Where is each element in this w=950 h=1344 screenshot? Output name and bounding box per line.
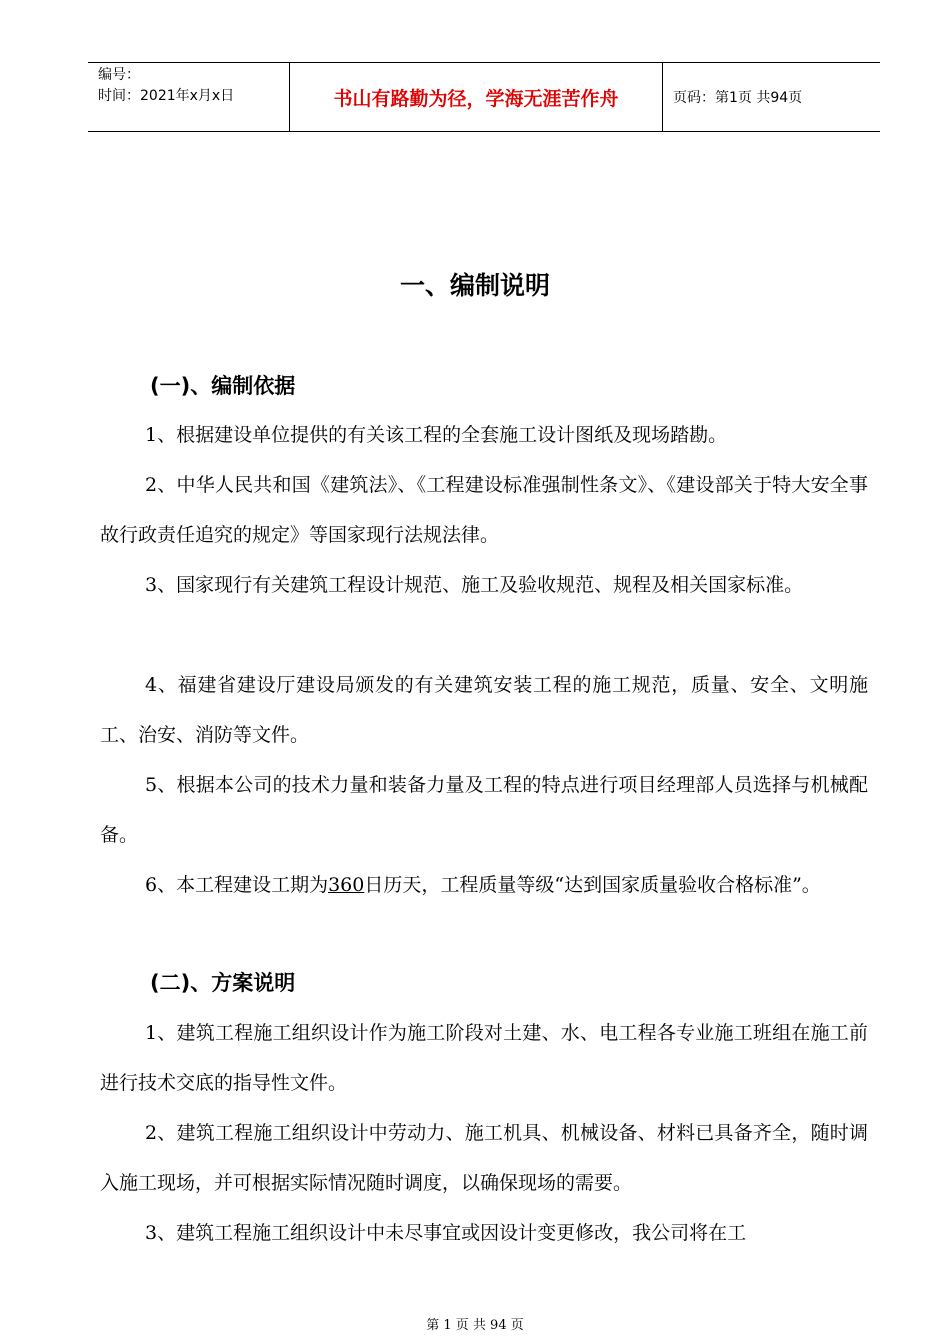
paragraph-basis-2: 2、中华人民共和国《建筑法》、《工程建设标准强制性条文》、《建设部关于特大安全事故行政责任追究的规定》等国家现行法规法律。 (100, 474, 868, 546)
header-page (663, 63, 880, 131)
number-label: 编号： (98, 67, 140, 83)
section-heading-basis: (一)、编制依据 (150, 374, 296, 398)
paragraph-plan-1: 1、建筑工程施工组织设计作为施工阶段对土建、水、电工程各专业施工班组在施工前进行技术交底的指导性文件。 (100, 1022, 868, 1094)
paragraph-basis-6 (100, 860, 868, 910)
page-footer: 第 1 页 共 94 页 (426, 1318, 524, 1333)
header-meta (88, 63, 290, 131)
construction-days: 360 (328, 874, 365, 896)
p6-before: 6、本工程建设工期为 (145, 874, 329, 896)
p6-after: 日历天，工程质量等级“达到国家质量验收合格标准”。 (364, 874, 821, 896)
paragraph-basis-5: 5、根据本公司的技术力量和装备力量及工程的特点进行项目经理部人员选择与机械配备。 (100, 774, 868, 846)
paragraph-basis-1: 1、根据建设单位提供的有关该工程的全套施工设计图纸及现场踏勘。 (145, 424, 728, 446)
paragraph-basis-4: 4、福建省建设厅建设局颁发的有关建筑安装工程的施工规范，质量、安全、文明施工、治安、消防等文件。 (100, 674, 868, 746)
motto-text: 书山有路勤为径，学海无涯苦作舟 (333, 87, 619, 110)
document-title: 一、编制说明 (399, 271, 550, 300)
paragraph-plan-3: 3、建筑工程施工组织设计中未尽事宜或因设计变更修改，我公司将在工 (145, 1222, 747, 1244)
paragraph-basis-3: 3、国家现行有关建筑工程设计规范、施工及验收规范、规程及相关国家标准。 (145, 574, 804, 596)
time-label: 时间：2021年x月x日 (98, 88, 235, 104)
header-motto (290, 63, 663, 131)
page-label: 页码：第1页 共94页 (673, 90, 803, 106)
paragraph-plan-2: 2、建筑工程施工组织设计中劳动力、施工机具、机械设备、材料已具备齐全，随时调入施工现场，并可根据实际情况随时调度，以确保现场的需要。 (100, 1122, 868, 1194)
page-header (88, 62, 880, 132)
section-heading-plan: (二)、方案说明 (150, 971, 296, 995)
